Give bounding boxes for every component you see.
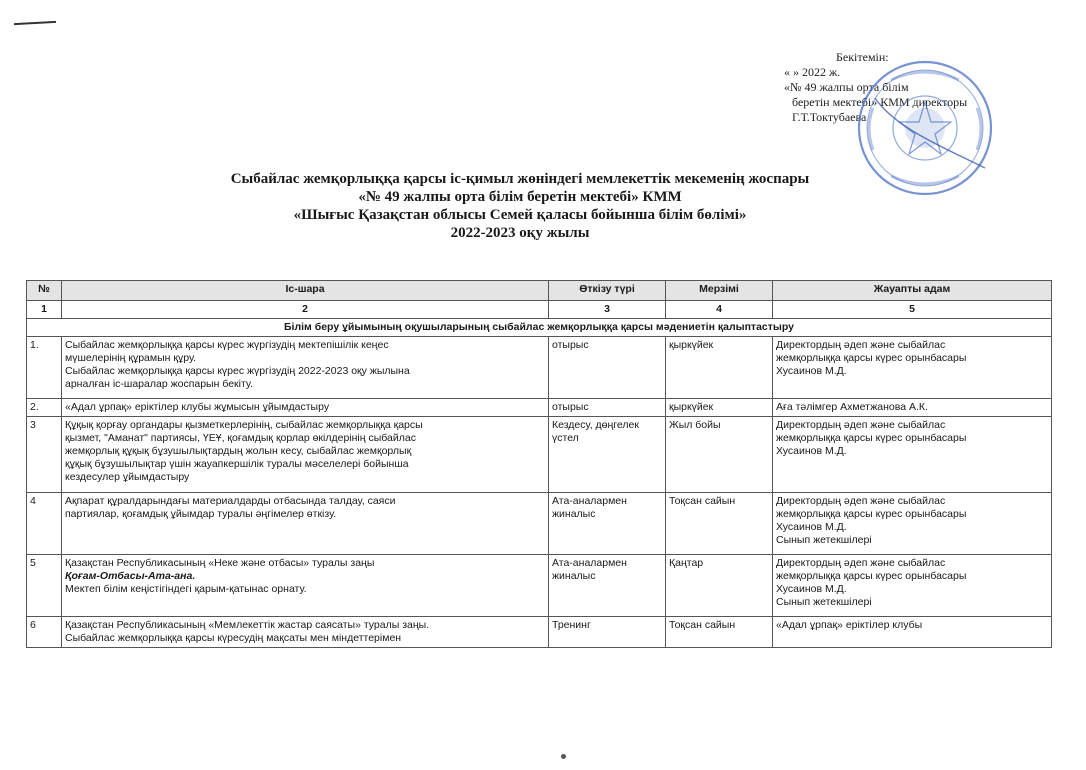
- row-responsible: [773, 399, 1052, 417]
- row-number: 1.: [27, 337, 62, 399]
- event-line: Сыбайлас жемқорлыққа қарсы күрес жүргізудің мектепішілік кеңес: [65, 339, 389, 351]
- row-responsible: [773, 337, 1052, 399]
- event-line: «Адал ұрпақ» еріктілер клубы жұмысын ұйымдастыру: [65, 401, 330, 413]
- row-number: 5: [27, 555, 62, 617]
- resp-line: жемқорлыққа қарсы күрес орынбасары: [776, 508, 967, 520]
- resp-line: Сынып жетекшілері: [776, 534, 872, 546]
- table-row: [27, 555, 1052, 617]
- event-line: Қазақстан Республикасының «Неке және отбасы» туралы заңы: [65, 557, 375, 569]
- row-responsible: [773, 555, 1052, 617]
- document-title: [150, 170, 890, 242]
- column-number-row: [27, 301, 1052, 319]
- approval-director: Г.Т.Токтубаева: [792, 110, 867, 124]
- approval-school: «№ 49 жалпы орта білім: [784, 80, 909, 94]
- col-num-5: 5: [773, 301, 1052, 319]
- title-line-3: «Шығыс Қазақстан облысы Семей қаласы бойынша білім бөлімі»: [293, 207, 747, 223]
- resp-line: Хусаинов М.Д.: [776, 445, 847, 457]
- table-row: [27, 493, 1052, 555]
- row-form: Ата-аналармен жиналыс: [549, 493, 666, 555]
- event-line: Құқық қорғау органдары қызметкерлерінің, сыбайлас жемқорлыққа қарсы: [65, 419, 423, 431]
- event-line: Ақпарат құралдарындағы материалдарды отбасында талдау, саяси: [65, 495, 396, 507]
- resp-line: Хусаинов М.Д.: [776, 365, 847, 377]
- plan-table: [26, 280, 1052, 648]
- col-num-3: 3: [549, 301, 666, 319]
- page-dot: [561, 754, 566, 759]
- row-date: Жыл бойы: [666, 417, 773, 493]
- row-form: Кездесу, дөңгелек үстел: [549, 417, 666, 493]
- event-line: арналған іс-шаралар жоспарын бекіту.: [65, 378, 254, 390]
- row-responsible: [773, 417, 1052, 493]
- event-line: Мектеп білім кеңістігіндегі қарым-қатынас орнату.: [65, 583, 307, 595]
- event-line: партиялар, қоғамдық ұйымдар туралы әңгімелер өткізу.: [65, 508, 337, 520]
- row-event: [62, 337, 549, 399]
- resp-line: Директордың әдеп және сыбайлас: [776, 419, 946, 431]
- row-form: Ата-аналармен жиналыс: [549, 555, 666, 617]
- event-line: Сыбайлас жемқорлыққа қарсы күрес жүргізудің 2022-2023 оқу жылына: [65, 365, 410, 377]
- section-title: Білім беру ұйымының оқушыларының сыбайлас жемқорлыққа қарсы мәдениетін қалыптастыру: [27, 319, 1052, 337]
- row-date: Тоқсан сайын: [666, 617, 773, 648]
- event-line: Қазақстан Республикасының «Мемлекеттік жастар саясаты» туралы заңы.: [65, 619, 430, 631]
- row-number: 6: [27, 617, 62, 648]
- header-event: Іс-шара: [62, 281, 549, 301]
- resp-line: жемқорлыққа қарсы күрес орынбасары: [776, 570, 967, 582]
- header-form: Өткізу түрі: [549, 281, 666, 301]
- row-form: Тренинг: [549, 617, 666, 648]
- row-date: Тоқсан сайын: [666, 493, 773, 555]
- resp-line: Аға тәлімгер Ахметжанова А.К.: [776, 401, 928, 413]
- event-line: қызмет, "Аманат" партиясы, ҮЕҰ, қоғамдық қорлар өкілдерінің сыбайлас: [65, 432, 416, 444]
- row-event: [62, 617, 549, 648]
- pen-mark: [14, 21, 56, 25]
- row-date: Қаңтар: [666, 555, 773, 617]
- approval-position: беретін мектебі» КММ директоры: [792, 95, 968, 109]
- resp-line: Директордың әдеп және сыбайлас: [776, 339, 946, 351]
- section-row: [27, 319, 1052, 337]
- row-event: [62, 493, 549, 555]
- resp-line: Директордың әдеп және сыбайлас: [776, 557, 946, 569]
- row-number: 2.: [27, 399, 62, 417]
- table-row: [27, 617, 1052, 648]
- table-row: [27, 399, 1052, 417]
- row-number: 3: [27, 417, 62, 493]
- approval-date: « » 2022 ж.: [784, 65, 841, 79]
- event-line: жемқорлық құқық бұзушылықтардың жолын кесу, сыбайлас жемқорлық: [65, 445, 412, 457]
- row-date: қыркүйек: [666, 337, 773, 399]
- event-line: Сыбайлас жемқорлыққа қарсы күресудің мақсаты мен міндеттерімен: [65, 632, 402, 644]
- table-header-row: [27, 281, 1052, 301]
- row-form: отырыс: [549, 337, 666, 399]
- resp-line: жемқорлыққа қарсы күрес орынбасары: [776, 352, 967, 364]
- row-form: отырыс: [549, 399, 666, 417]
- title-line-2: «№ 49 жалпы орта білім беретін мектебі» КММ: [358, 189, 682, 205]
- row-event: [62, 417, 549, 493]
- title-line-4: 2022-2023 оқу жылы: [450, 225, 590, 241]
- col-num-1: 1: [27, 301, 62, 319]
- table-row: [27, 337, 1052, 399]
- col-num-2: 2: [62, 301, 549, 319]
- title-line-1: Сыбайлас жемқорлыққа қарсы іс-қимыл жөніндегі мемлекеттік мекеменің жоспары: [230, 171, 810, 187]
- header-date: Мерзімі: [666, 281, 773, 301]
- resp-line: Хусаинов М.Д.: [776, 521, 847, 533]
- event-line: кездесулер ұйымдастыру: [65, 471, 190, 483]
- resp-line: Сынып жетекшілері: [776, 596, 872, 608]
- event-line: мүшелерінің құрамын құру.: [65, 352, 197, 364]
- row-responsible: [773, 493, 1052, 555]
- row-number: 4: [27, 493, 62, 555]
- approval-title: Бекітемін:: [836, 50, 889, 64]
- row-event: [62, 399, 549, 417]
- resp-line: Директордың әдеп және сыбайлас: [776, 495, 946, 507]
- event-line-emphasis: Қоғам-Отбасы-Ата-ана.: [65, 570, 196, 582]
- header-responsible: Жауапты адам: [773, 281, 1052, 301]
- resp-line: Хусаинов М.Д.: [776, 583, 847, 595]
- table-row: [27, 417, 1052, 493]
- col-num-4: 4: [666, 301, 773, 319]
- row-date: қыркүйек: [666, 399, 773, 417]
- header-number: №: [27, 281, 62, 301]
- row-event: [62, 555, 549, 617]
- event-line: құқық бұзушылықтар үшін жауапкершілік туралы мәселелері бойынша: [65, 458, 409, 470]
- row-responsible: [773, 617, 1052, 648]
- resp-line: жемқорлыққа қарсы күрес орынбасары: [776, 432, 967, 444]
- resp-line: «Адал ұрпақ» еріктілер клубы: [776, 619, 923, 631]
